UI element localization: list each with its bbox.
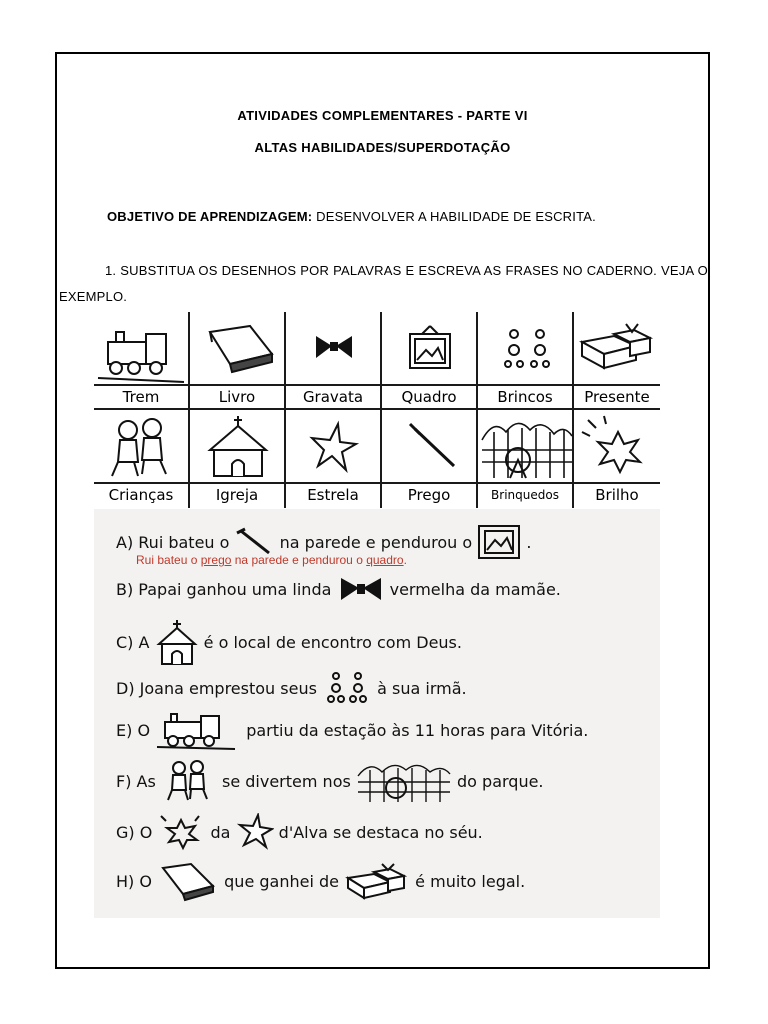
- label-brinquedos: Brinquedos: [478, 484, 574, 508]
- sparkle-picture-cell: [574, 410, 660, 484]
- exercise-a-text-3: .: [526, 532, 532, 552]
- church-icon: [155, 618, 199, 666]
- label-estrela: Estrela: [286, 484, 382, 508]
- nail-icon: [382, 410, 478, 484]
- picture-table: [94, 312, 660, 509]
- bowtie-picture-cell: [286, 312, 382, 386]
- earrings-picture-cell: [478, 312, 574, 386]
- frame-picture-cell: [382, 312, 478, 386]
- exercise-d: [116, 670, 467, 706]
- exercise-g: [116, 812, 483, 852]
- exercise-e-text-2: partiu da estação às 11 horas para Vitória.: [246, 720, 589, 740]
- picture-frame-icon: [477, 524, 521, 560]
- exercise-h-text-1: H) O: [116, 871, 152, 891]
- train-picture-cell: [94, 312, 190, 386]
- amusement-park-icon: [356, 758, 452, 804]
- book-icon: [190, 312, 286, 386]
- church-picture-cell: [190, 410, 286, 484]
- exercise-b-text-1: B) Papai ganhou uma linda: [116, 579, 332, 599]
- exercise-h-text-2: que ganhei de: [224, 871, 339, 891]
- exercise-e: [116, 710, 588, 750]
- answer-word-prego: prego: [200, 553, 232, 567]
- label-brincos: Brincos: [478, 386, 574, 410]
- exercise-g-text-3: d'Alva se destaca no séu.: [278, 822, 483, 842]
- label-brilho: Brilho: [595, 486, 639, 504]
- label-criancas: Crianças: [94, 484, 190, 508]
- star-picture-cell: [286, 410, 382, 484]
- earrings-icon: [478, 312, 574, 386]
- exercise-b: [116, 574, 561, 604]
- train-icon: [94, 312, 190, 386]
- answer-word-quadro: quadro: [366, 553, 404, 567]
- objective-label: OBJETIVO DE APRENDIZAGEM:: [107, 209, 313, 224]
- instruction-text: [59, 258, 708, 310]
- children-icon: [161, 758, 217, 804]
- worksheet-subtitle: ALTAS HABILIDADES/SUPERDOTAÇÃO: [254, 140, 511, 155]
- exercise-g-text-1: G) O: [116, 822, 153, 842]
- exercise-c-text-1: C) A: [116, 632, 150, 652]
- exercise-b-text-2: vermelha da mamãe.: [389, 579, 561, 599]
- nail-picture-cell: [382, 410, 478, 484]
- church-icon: [190, 410, 286, 484]
- exercise-f: [116, 758, 544, 804]
- exercise-sheet: [94, 312, 660, 918]
- sparkle-icon: [157, 812, 205, 852]
- earrings-icon: [322, 670, 372, 706]
- answer-text-2: na parede e pendurou o: [231, 553, 367, 567]
- instruction-body: 1. SUBSTITUA OS DESENHOS POR PALAVRAS E ESCREVA AS FRASES NO CADERNO. VEJA O EXEMPLO.: [59, 263, 708, 304]
- star-icon: [236, 813, 274, 851]
- children-picture-cell: [94, 410, 190, 484]
- exercise-g-text-2: da: [210, 822, 231, 842]
- label-gravata: Gravata: [286, 386, 382, 410]
- exercise-a-text-2: na parede e pendurou o: [279, 532, 473, 552]
- bowtie-icon: [286, 312, 382, 386]
- book-icon: [157, 860, 219, 902]
- bowtie-icon: [337, 574, 385, 604]
- children-icon: [94, 410, 190, 484]
- label-presente: Presente: [574, 386, 660, 410]
- exercise-d-text-1: D) Joana emprestou seus: [116, 678, 317, 698]
- answer-text-1: Rui bateu o: [136, 553, 201, 567]
- label-trem: Trem: [94, 386, 190, 410]
- train-icon: [155, 710, 241, 750]
- gift-icon: [574, 312, 660, 386]
- exercise-h-text-3: é muito legal.: [415, 871, 526, 891]
- exercise-a-text-1: A) Rui bateu o: [116, 532, 230, 552]
- exercise-c: [116, 618, 462, 666]
- amusement-park-icon: [478, 410, 574, 484]
- exercise-c-text-2: é o local de encontro com Deus.: [203, 632, 462, 652]
- label-quadro: Quadro: [382, 386, 478, 410]
- gift-picture-cell: [574, 312, 660, 386]
- label-livro: Livro: [190, 386, 286, 410]
- exercise-f-text-3: do parque.: [457, 771, 544, 791]
- park-picture-cell: [478, 410, 574, 484]
- example-answer: [136, 553, 407, 567]
- exercise-e-text-1: E) O: [116, 720, 151, 740]
- exercise-h: [116, 860, 525, 902]
- star-icon: [286, 410, 382, 484]
- learning-objective: [107, 209, 596, 224]
- label-igreja: Igreja: [190, 484, 286, 508]
- sparkle-icon: [574, 410, 660, 484]
- worksheet-title: ATIVIDADES COMPLEMENTARES - PARTE VI: [237, 108, 528, 123]
- label-prego: Prego: [382, 484, 478, 508]
- book-picture-cell: [190, 312, 286, 386]
- objective-text: DESENVOLVER A HABILIDADE DE ESCRITA.: [316, 209, 596, 224]
- exercise-d-text-2: à sua irmã.: [377, 678, 467, 698]
- answer-text-3: .: [403, 553, 407, 567]
- exercise-f-text-1: F) As: [116, 771, 156, 791]
- picture-frame-icon: [382, 312, 478, 386]
- gift-icon: [344, 860, 410, 902]
- exercise-f-text-2: se divertem nos: [222, 771, 351, 791]
